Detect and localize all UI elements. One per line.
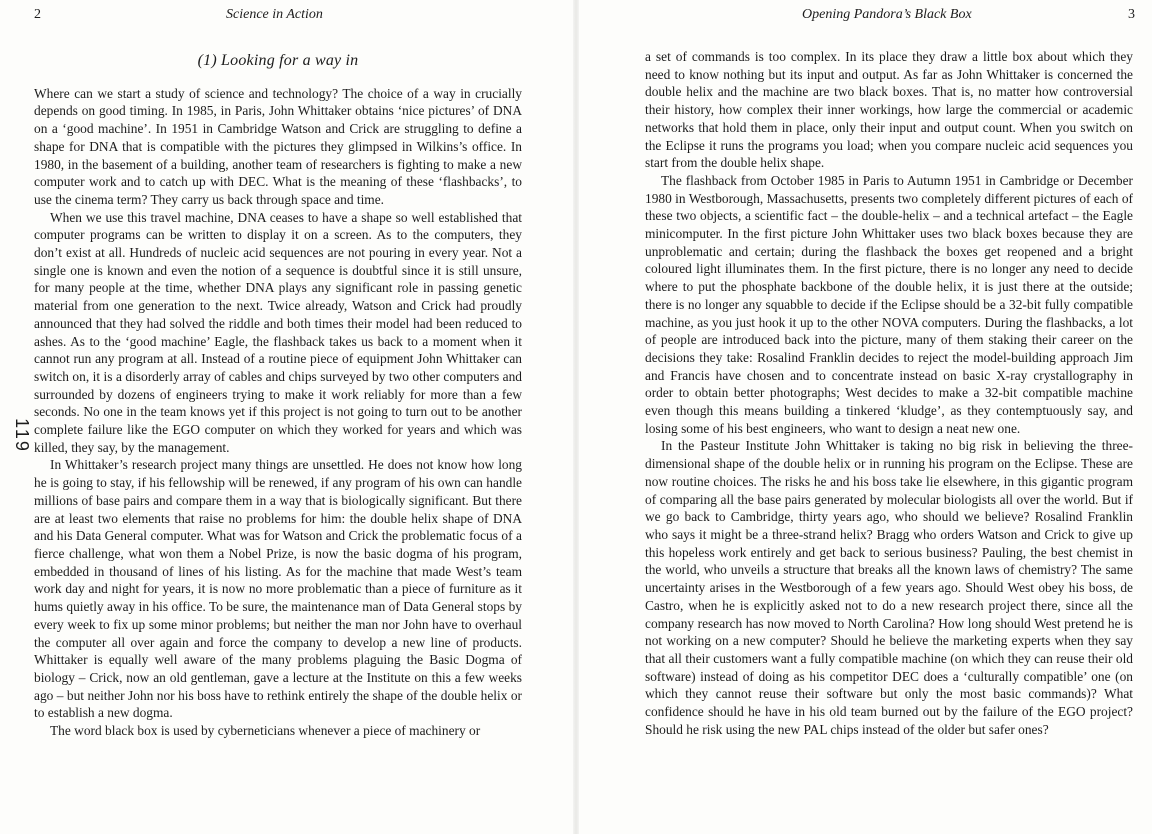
gutter-page-number: 119 bbox=[11, 418, 32, 453]
right-running-head: Opening Pandora’s Black Box bbox=[802, 7, 972, 22]
left-paragraph-1: Where can we start a study of science and technology? The choice of a way in crucially depends on good timing. In 1985, in Paris, John Whittaker obtains ‘nice pictures’ of DNA on a ‘good machine’. In 1951 in Cambridge Watson and Crick are struggling to define a shape for DNA that is compatible with the pictures they glimpsed in Wilkins’s office. In 1980, in the basement of a building, another team of researchers is fighting to make a new computer work and to catch up with DEC. What is the meaning of these ‘flashbacks’, to use the cinema term? They carry us back through space and time. bbox=[34, 85, 522, 207]
left-page-number: 2 bbox=[34, 7, 41, 22]
right-text-column bbox=[645, 48, 1133, 738]
left-running-head: Science in Action bbox=[226, 7, 323, 22]
left-text-column bbox=[34, 52, 522, 740]
right-page bbox=[576, 0, 1152, 834]
section-title: (1) Looking for a way in bbox=[197, 52, 359, 69]
left-paragraph-4: The word black box is used by cyberneticians whenever a piece of machinery or bbox=[50, 723, 481, 739]
right-paragraph-2: The flashback from October 1985 in Paris to Autumn 1951 in Cambridge or December 1980 in Westborough, Massachusetts, presents two completely different pictures of each of these two objects, a scientific fact – the double-helix – and a technical artefact – the Eagle minicomputer. In the first picture John Whittaker uses two black boxes because they are unproblematic and certain; during the flashback the boxes get reopened and a bright coloured light illuminates them. In the first picture, there is no longer any need to decide where to put the phosphate backbone of the double helix, it is just there at the outside; there is no longer any squabble to decide if the Eclipse should be a 32-bit fully compatible machine, as you just hook it up to the other NOVA computers. During the flashbacks, a lot of people are introduced back into the picture, many of them staking their career on the decisions they take: Rosalind Franklin decides to reject the model-building approach Jim and Francis have chosen and to concentrate instead on basic X-ray crystallography in order to obtain better photographs; West decides to make a 32-bit compatible machine even though this means building a tinkered ‘kludge’, as they contemptuously say, and losing some of his best engineers, who want to design a neat new one. bbox=[645, 172, 1133, 436]
left-paragraph-2: When we use this travel machine, DNA ceases to have a shape so well established that computer programs can be written to display it on a screen. As to the computers, they don’t exist at all. Hundreds of nucleic acid sequences are not pouring in every year. Not a single one is known and even the notion of a sequence is doubtful since it is still unsure, for many people at the time, whether DNA plays any significant role in passing genetic material from one generation to the next. Twice already, Watson and Crick had proudly announced that they had solved the riddle and both times their model had been reduced to ashes. As to the ‘good machine’ Eagle, the flashback takes us back to a moment when it cannot run any program at all. Instead of a routine piece of equipment John Whittaker can switch on, it is a disorderly array of cables and chips surveyed by two other computers and surrounded by dozens of engineers trying to make it work reliably for more than a few seconds. No one in the team knows yet if this project is not going to turn out to be another complete failure like the EGO computer on which they worked for years and which was killed, they say, by the management. bbox=[34, 209, 522, 455]
right-paragraph-1: a set of commands is too complex. In its place they draw a little box about which they need to know nothing but its input and output. As far as John Whittaker is concerned the double helix and the machine are two black boxes. That is, no matter how controversial their history, how complex their inner workings, how large the commercial or academic networks that hold them in place, only their input and output count. When you switch on the Eclipse it runs the programs you load; when you compare nucleic acid sequences you start from the double helix shape. bbox=[645, 49, 1133, 171]
left-paragraph-3: In Whittaker’s research project many things are unsettled. He does not know how long he is going to stay, if his fellowship will be renewed, if any program of his own can handle millions of base pairs and compare them in a way that is biologically significant. But there are at least two elements that raise no problems for him: the double helix shape of DNA and his Data General computer. What was for Watson and Crick the problematic focus of a fierce challenge, what won them a Nobel Prize, is now the basic dogma of his program, embedded in thousand of lines of his listing. As for the machine that made West’s team work day and night for years, it is now no more problematic than a piece of furniture as it hums quietly away in his office. To be sure, the maintenance man of Data General stops by every week to fix up some minor problems; but neither the man nor John have to overhaul the computer all over again and force the company to develop a new line of products. Whittaker is equally well aware of the many problems plaguing the Basic Dogma of biology – Crick, now an old gentleman, gave a lecture at the Institute on this a few weeks ago – but neither John nor his boss have to rethink entirely the shape of the double helix or to establish a new dogma. bbox=[34, 457, 522, 721]
right-paragraph-3: In the Pasteur Institute John Whittaker is taking no big risk in believing the three-dimensional shape of the double helix or in running his program on the Eclipse. These are now routine choices. The risks he and his boss take lie elsewhere, in this gigantic program of comparing all the base pairs generated by molecular biologists all over the world. But if we go back to Cambridge, thirty years ago, who should we believe? Rosalind Franklin who says it might be a three-strand helix? Bragg who orders Watson and Crick to give up this hopeless work entirely and get back to serious business? Pauling, the best chemist in the world, who unveils a structure that breaks all the known laws of chemistry? The same uncertainty arises in the Westborough of a few years ago. Should West obey his boss, de Castro, when he is explicitly asked not to do a new research project there, since all the company research has now moved to North Carolina? How long should West pretend he is not working on a new computer? Should he believe the marketing experts when they say that all their customers want a fully compatible machine (on which they can reuse their old software) instead of doing as his competitor DEC does a ‘culturally compatible’ one (on which they cannot reuse their software but only the most basic commands)? What confidence should he have in his old team burned out by the failure of the EGO project? Should he risk using the new PAL chips instead of the older but safer ones? bbox=[645, 438, 1133, 737]
right-page-number: 3 bbox=[1128, 7, 1135, 22]
